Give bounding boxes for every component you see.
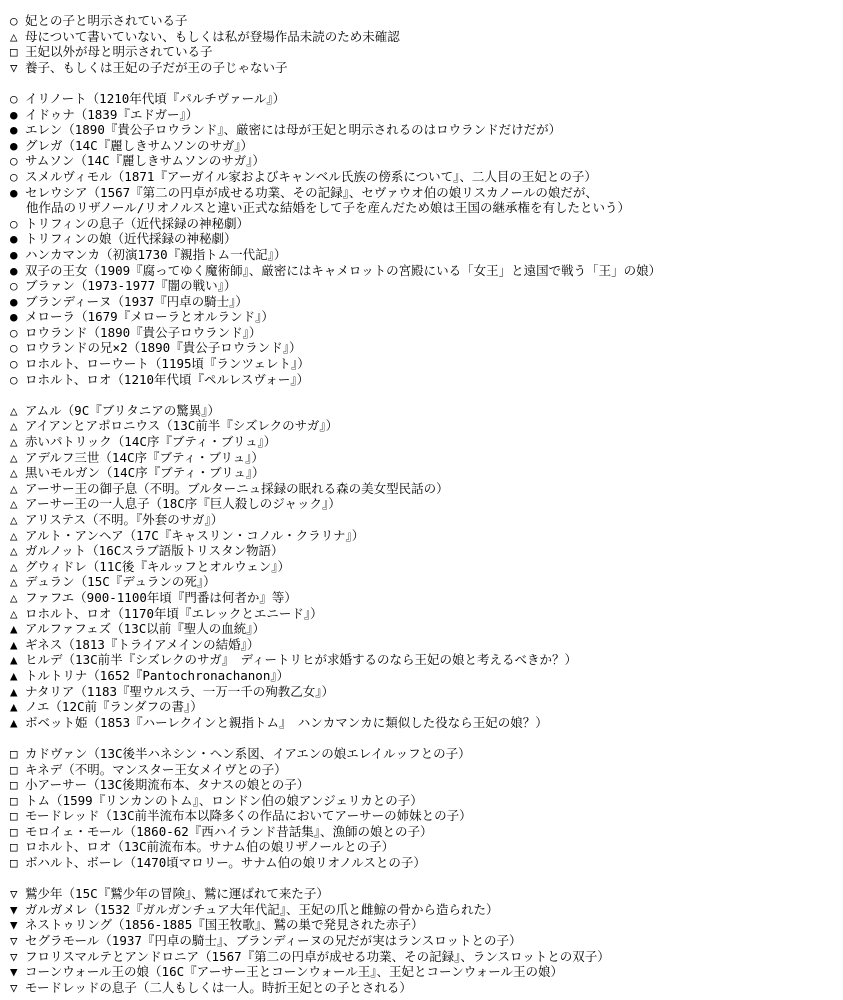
text-line: ● グレガ（14C『麗しきサムソンのサガ』） [10, 137, 254, 153]
text-line: ● トリフィンの娘（近代採録の神秘劇） [10, 231, 237, 247]
text-line: ▲ アルファフェズ（13C以前『聖人の血統』） [10, 621, 266, 637]
text-line: △ ガルノット（16Cスラブ語版トリスタン物語） [10, 543, 284, 559]
text-line: ▽ セグラモール（1937『円卓の騎士』、ブランディーヌの兄だが実はランスロットとの子） [10, 933, 522, 949]
text-line: □ キネデ（不明。マンスター王女メイヴとの子） [10, 761, 287, 777]
text-line: ▲ ギネス（1813『トライアメインの結婚』） [10, 636, 260, 652]
text-line: ○ ロウランドの兄×2（1890『貴公子ロウランド』） [10, 340, 302, 356]
text-line: ● ハンカマンカ（初演1730『親指トム一代記』） [10, 246, 287, 262]
text-line: ● ブランディーヌ（1937『円卓の騎士』） [10, 293, 248, 309]
text-line: ▲ トルトリナ（1652『Pantochronachanon』） [10, 667, 290, 683]
text-line: ○ サムソン（14C『麗しきサムソンのサガ』） [10, 153, 265, 169]
text-line: △ アリステス（不明。『外套のサガ』） [10, 512, 224, 527]
text-line: △ アルト・アンヘア（17C『キャスリン・コノル・クラリナ』） [10, 527, 365, 543]
text-line: ○ スメルヴィモル（1871『アーガイル家およびキャンベル氏族の傍系について』、二人目の王妃との子） [10, 168, 597, 184]
text-line: △ 母について書いていない、もしくは私が登場作品未読のため未確認 [10, 28, 400, 44]
text-line: ▲ ヒルデ（13C前半『シズレクのサガ』 ディートリヒが求婚するのなら王妃の娘と考えるべきか？） [10, 652, 578, 668]
text-line: ▽ フロリスマルテとアンドロニア（1567『第二の円卓が成せる功業、その記録』、ランスロットとの双子） [10, 948, 610, 964]
text-line: □ ボハルト、ボーレ（1470頃マロリー。サナム伯の娘リオノルスとの子） [10, 855, 426, 871]
text-line: ○ ロホルト、ローウート（1195頃『ランツェレト』） [10, 356, 310, 372]
text-line: △ ファフエ（900-1100年頃『門番は何者か』等） [10, 589, 297, 605]
text-line: △ アムル（9C『ブリタニアの驚異』） [10, 402, 220, 418]
text-line: △ 赤いパトリック（14C序『ブティ・ブリュ』） [10, 434, 277, 450]
text-line: ● イドゥナ（1839『エドガー』） [10, 106, 199, 122]
text-line: □ モードレッド（13C前半流布本以降多くの作品においてアーサーの姉妹との子） [10, 808, 472, 824]
text-line: 他作品のリザノール/リオノルスと違い正式な結婚をして子を産んだため娘は王国の継承権を有したという） [26, 200, 631, 216]
text-line: □ ロホルト、ロオ（13C前流布本。サナム伯の娘リザノールとの子） [10, 839, 395, 855]
text-line: ● 双子の王女（1909『腐ってゆく魔術師』、厳密にはキャメロットの宮殿にいる「女王」と遠国で戦う「王」の娘） [10, 262, 662, 278]
blank-line [10, 871, 843, 887]
text-line: □ 小アーサー（13C後期流布本、タナスの娘との子） [10, 777, 310, 793]
text-line: ● セレウシア（1567『第二の円卓が成せる功業、その記録』、セヴァウオ伯の娘リスカノールの娘だが、 [10, 184, 598, 200]
text-line: ▽ 鷲少年（15C『鷲少年の冒険』、鷲に運ばれて来た子） [10, 886, 329, 902]
text-line: □ トム（1599『リンカンのトム』、ロンドン伯の娘アンジェリカとの子） [10, 792, 423, 808]
text-line: ○ イリノート（1210年代頃『パルチヴァール』） [10, 90, 286, 106]
text-line: △ ロホルト、ロオ（1170年頃『エレックとエニード』） [10, 605, 323, 621]
text-line: ● メローラ（1679『メローラとオルランド』） [10, 309, 274, 325]
text-line: ▼ コーンウォール王の娘（16C『アーサー王とコーンウォール王』、王妃とコーンウォール王の娘） [10, 964, 564, 980]
text-line: ● エレン（1890『貴公子ロウランド』、厳密には母が王妃と明示されるのはロウランドだけだが） [10, 122, 562, 138]
text-line: △ アデルフ三世（14C序『ブティ・ブリュ』） [10, 449, 264, 465]
text-line: ○ ロウランド（1890『貴公子ロウランド』） [10, 324, 262, 340]
blank-line [10, 75, 843, 91]
blank-line [10, 730, 843, 746]
text-line: ▼ ガルガメレ（1532『ガルガンチュア大年代記』、王妃の爪と雌鯨の骨から造られた） [10, 901, 499, 917]
text-line: ○ ブラァン（1973-1977『闇の戦い』） [10, 278, 237, 294]
text-line: □ 王妃以外が母と明示されている子 [10, 44, 213, 60]
text-line: △ アーサー王の一人息子（18C序『巨人殺しのジャック』） [10, 496, 341, 512]
text-line: ○ トリフィンの息子（近代採録の神秘劇） [10, 215, 250, 231]
text-line: ▼ ネストゥリング（1856-1885『国王牧歌』、鷲の巣で発見された赤子） [10, 917, 424, 933]
text-line: △ 黒いモルガン（14C序『ブティ・ブリュ』） [10, 465, 265, 481]
text-line: △ デュラン（15C『デュランの死』） [10, 574, 216, 590]
text-line: ▽ モードレッドの息子（二人もしくは一人。時折王妃との子とされる） [10, 979, 412, 995]
blank-line [10, 387, 843, 403]
text-line: △ アーサー王の御子息（不明。ブルターニュ採録の眠れる森の美女型民話の） [10, 480, 449, 496]
text-line: □ モロイェ・モール（1860-62『西ハイランド昔話集』、漁師の娘との子） [10, 823, 433, 839]
text-line: ○ ロホルト、ロオ（1210年代頃『ペルレスヴォー』） [10, 371, 310, 387]
text-line: ▲ ボベット姫（1853『ハーレクインと親指トム』 ハンカマンカに類似した役なら王妃の娘？） [10, 714, 548, 730]
text-line: ▲ ノエ（12C前『ランダフの書』） [10, 699, 203, 715]
text-line: △ グウィドレ（11C後『キルッフとオルウェン』） [10, 558, 291, 574]
text-line: △ アイアンとアポロニウス（13C前半『シズレクのサガ』） [10, 418, 339, 434]
text-line: □ カドヴァン（13C後半ハネシン・ヘン系図、イアエンの娘エレイルッフとの子） [10, 745, 471, 761]
text-line: ▽ 養子、もしくは王妃の子だが王の子じゃない子 [10, 59, 288, 75]
text-line: ○ 妃との子と明示されている子 [10, 13, 188, 28]
text-line: ▲ ナタリア（1183『聖ウルスラ、一万一千の殉教乙女』） [10, 683, 335, 699]
